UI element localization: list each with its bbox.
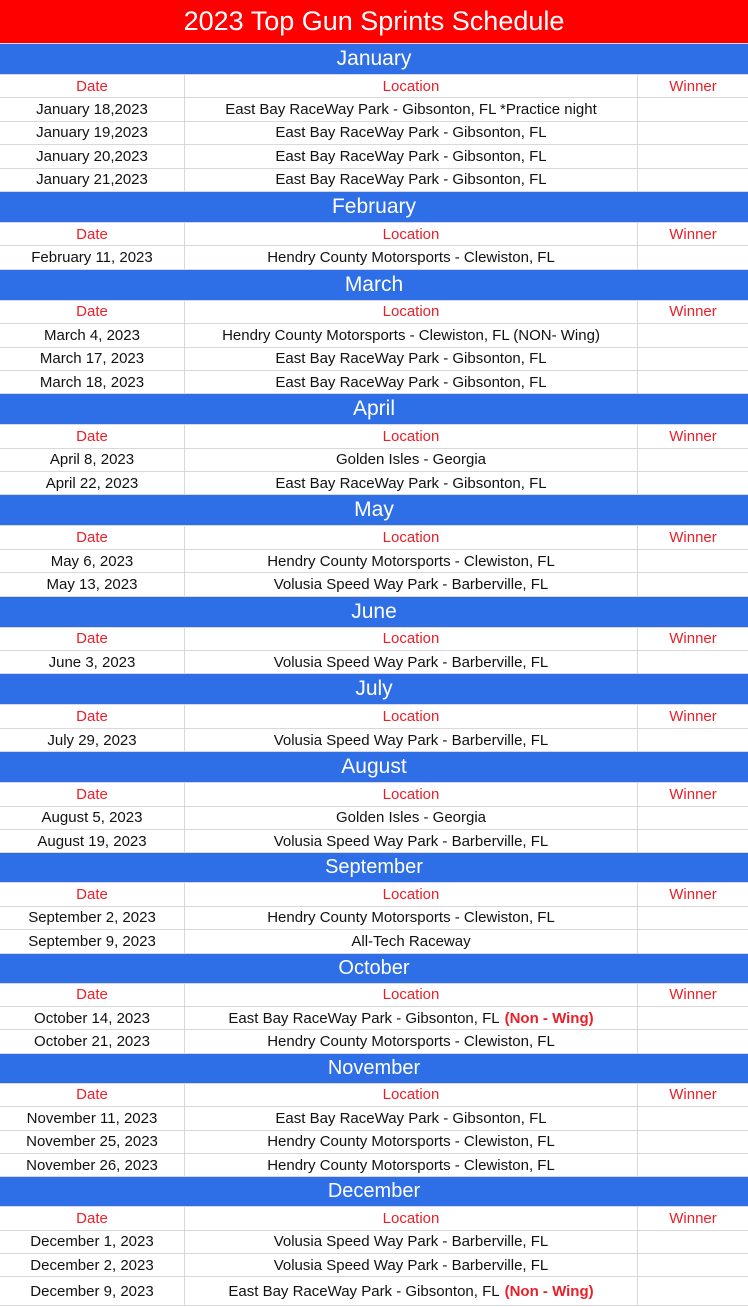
event-winner [638,1030,748,1052]
event-location-text: East Bay RaceWay Park - Gibsonton, FL [275,1109,547,1127]
event-location-text: East Bay RaceWay Park - Gibsonton, FL [228,1282,500,1300]
table-row [0,472,748,495]
date-header: Date [0,75,185,97]
month-section-october [0,954,748,1054]
column-header-row [0,75,748,98]
event-date: August 5, 2023 [0,807,185,829]
location-header: Location [185,883,638,905]
event-date: May 6, 2023 [0,550,185,572]
winner-header: Winner [669,886,717,904]
event-location [185,348,638,370]
event-location-text: Volusia Speed Way Park - Barberville, FL [273,832,549,850]
event-winner [638,1277,748,1305]
event-location [185,930,638,952]
months-container [0,44,748,1306]
location-header: Location [185,628,638,650]
winner-header: Winner [669,630,717,648]
location-header: Location [185,705,638,727]
event-location-text: East Bay RaceWay Park - Gibsonton, FL [275,350,547,368]
event-winner [638,169,748,191]
table-row [0,324,748,347]
table-row [0,1030,748,1053]
event-date: September 9, 2023 [0,930,185,952]
column-header-row [0,425,748,448]
event-date: January 20,2023 [0,145,185,167]
event-location [185,122,638,144]
table-row [0,122,748,145]
month-section-december [0,1177,748,1306]
event-location-text: Volusia Speed Way Park - Barberville, FL [273,1233,549,1251]
event-location-text: Volusia Speed Way Park - Barberville, FL [273,1256,549,1274]
event-winner [638,449,748,471]
event-location-text: East Bay RaceWay Park - Gibsonton, FL [228,1009,500,1027]
event-location-text: East Bay RaceWay Park - Gibsonton, FL [275,373,547,391]
month-section-march [0,270,748,395]
event-location-text: East Bay RaceWay Park - Gibsonton, FL [275,124,547,142]
column-header-row [0,1207,748,1230]
event-date: November 25, 2023 [0,1131,185,1153]
table-row [0,1107,748,1130]
table-row [0,907,748,930]
event-location-text: Hendry County Motorsports - Clewiston, FL [267,1133,555,1151]
event-location [185,907,638,929]
event-location [185,1107,638,1129]
event-location [185,449,638,471]
month-heading: September [0,853,748,883]
event-winner [638,246,748,268]
date-header: Date [0,628,185,650]
table-row [0,371,748,394]
event-date: December 9, 2023 [0,1277,185,1305]
month-section-june [0,597,748,675]
month-heading: July [0,674,748,705]
month-heading: February [0,192,748,223]
event-location [185,651,638,673]
event-location [185,145,638,167]
table-row [0,1277,748,1306]
event-winner [638,573,748,595]
column-header-row [0,223,748,246]
event-location-text: Hendry County Motorsports - Clewiston, FL [267,552,555,570]
event-date: September 2, 2023 [0,907,185,929]
location-header: Location [185,783,638,805]
location-header: Location [185,984,638,1006]
month-section-april [0,394,748,495]
event-date: July 29, 2023 [0,729,185,751]
table-row [0,550,748,573]
event-winner [638,807,748,829]
winner-header: Winner [669,225,717,243]
event-date: December 1, 2023 [0,1231,185,1253]
event-date: March 17, 2023 [0,348,185,370]
event-location [185,246,638,268]
event-winner [638,651,748,673]
month-section-january [0,44,748,192]
winner-header: Winner [669,529,717,547]
event-location [185,1131,638,1153]
event-location-text: East Bay RaceWay Park - Gibsonton, FL [275,171,547,189]
month-heading: June [0,597,748,628]
table-row [0,930,748,953]
month-heading: October [0,954,748,984]
event-location-text: East Bay RaceWay Park - Gibsonton, FL [275,147,547,165]
event-winner [638,1254,748,1276]
date-header: Date [0,1084,185,1106]
column-header-row [0,301,748,324]
event-location [185,98,638,120]
location-header: Location [185,75,638,97]
event-winner [638,930,748,952]
event-location-text: Hendry County Motorsports - Clewiston, FL [267,909,555,927]
month-section-august [0,752,748,853]
table-row [0,169,748,192]
table-row [0,729,748,752]
winner-header: Winner [669,986,717,1004]
location-header: Location [185,223,638,245]
location-header: Location [185,526,638,548]
date-header: Date [0,883,185,905]
event-winner [638,98,748,120]
event-date: August 19, 2023 [0,830,185,852]
table-row [0,830,748,853]
month-section-may [0,495,748,596]
event-location-text: East Bay RaceWay Park - Gibsonton, FL [275,474,547,492]
event-note: (Non - Wing) [504,1282,594,1300]
event-winner [638,371,748,393]
table-row [0,449,748,472]
event-location-text: All-Tech Raceway [351,932,471,950]
table-row [0,145,748,168]
event-date: February 11, 2023 [0,246,185,268]
date-header: Date [0,1207,185,1229]
table-row [0,807,748,830]
month-heading: December [0,1177,748,1207]
winner-header: Winner [669,1209,717,1227]
event-winner [638,472,748,494]
column-header-row [0,628,748,651]
event-winner [638,729,748,751]
event-date: December 2, 2023 [0,1254,185,1276]
table-row [0,1154,748,1177]
event-location [185,1231,638,1253]
event-location [185,1254,638,1276]
winner-header: Winner [669,785,717,803]
event-location-text: Hendry County Motorsports - Clewiston, FL [267,249,555,267]
month-heading: November [0,1054,748,1084]
table-row [0,98,748,121]
column-header-row [0,883,748,906]
event-date: November 26, 2023 [0,1154,185,1176]
month-heading: April [0,394,748,425]
table-row [0,1131,748,1154]
month-section-november [0,1054,748,1178]
event-location-text: Golden Isles - Georgia [335,809,487,827]
event-location-text: Volusia Speed Way Park - Barberville, FL [273,653,549,671]
column-header-row [0,783,748,806]
event-location [185,324,638,346]
event-date: October 14, 2023 [0,1007,185,1029]
event-location [185,169,638,191]
event-location [185,830,638,852]
event-location [185,371,638,393]
date-header: Date [0,425,185,447]
table-row [0,651,748,674]
winner-header: Winner [669,1086,717,1104]
event-location-text: Volusia Speed Way Park - Barberville, FL [273,575,549,593]
event-winner [638,1007,748,1029]
date-header: Date [0,984,185,1006]
location-header: Location [185,425,638,447]
month-heading: January [0,44,748,75]
event-location-text: Hendry County Motorsports - Clewiston, FL (NON- Wing) [222,326,600,344]
column-header-row [0,984,748,1007]
event-location-text: Hendry County Motorsports - Clewiston, FL [267,1033,555,1051]
date-header: Date [0,526,185,548]
column-header-row [0,1084,748,1107]
month-heading: March [0,270,748,301]
event-note: (Non - Wing) [504,1009,594,1027]
table-row [0,1007,748,1030]
event-location [185,807,638,829]
event-location [185,573,638,595]
winner-header: Winner [669,708,717,726]
table-row [0,1231,748,1254]
event-location [185,1277,638,1305]
date-header: Date [0,223,185,245]
page-title: 2023 Top Gun Sprints Schedule [0,0,748,44]
month-heading: May [0,495,748,526]
event-date: May 13, 2023 [0,573,185,595]
event-date: January 19,2023 [0,122,185,144]
table-row [0,348,748,371]
month-section-february [0,192,748,270]
event-location [185,550,638,572]
event-location [185,729,638,751]
event-location-text: Hendry County Motorsports - Clewiston, FL [267,1156,555,1174]
location-header: Location [185,1207,638,1229]
event-location [185,1154,638,1176]
table-row [0,246,748,269]
event-winner [638,907,748,929]
column-header-row [0,526,748,549]
winner-header: Winner [669,77,717,95]
event-location-text: Golden Isles - Georgia [335,451,487,469]
month-section-september [0,853,748,953]
date-header: Date [0,783,185,805]
event-date: March 18, 2023 [0,371,185,393]
event-date: June 3, 2023 [0,651,185,673]
event-date: November 11, 2023 [0,1107,185,1129]
winner-header: Winner [669,427,717,445]
event-winner [638,348,748,370]
table-row [0,573,748,596]
winner-header: Winner [669,303,717,321]
event-location-text: East Bay RaceWay Park - Gibsonton, FL *Practice night [225,101,597,119]
event-date: January 18,2023 [0,98,185,120]
column-header-row [0,705,748,728]
event-winner [638,1231,748,1253]
location-header: Location [185,301,638,323]
event-location [185,1030,638,1052]
event-winner [638,145,748,167]
event-date: January 21,2023 [0,169,185,191]
event-winner [638,550,748,572]
event-location [185,1007,638,1029]
event-date: April 8, 2023 [0,449,185,471]
date-header: Date [0,301,185,323]
location-header: Location [185,1084,638,1106]
event-winner [638,122,748,144]
event-date: October 21, 2023 [0,1030,185,1052]
event-winner [638,1131,748,1153]
month-section-july [0,674,748,752]
event-winner [638,1154,748,1176]
event-location [185,472,638,494]
table-row [0,1254,748,1277]
event-date: March 4, 2023 [0,324,185,346]
event-date: April 22, 2023 [0,472,185,494]
event-location-text: Volusia Speed Way Park - Barberville, FL [273,731,549,749]
event-winner [638,324,748,346]
month-heading: August [0,752,748,783]
event-winner [638,1107,748,1129]
event-winner [638,830,748,852]
date-header: Date [0,705,185,727]
